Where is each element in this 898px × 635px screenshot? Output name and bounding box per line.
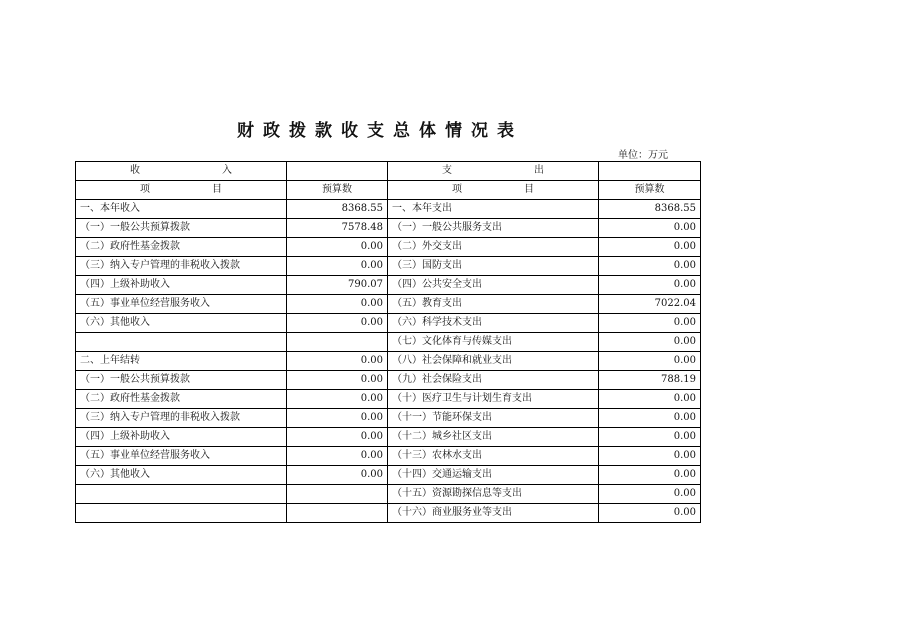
expense-item-cell: （十）医疗卫生与计划生育支出 <box>388 390 599 409</box>
income-item-cell: （二）政府性基金拨款 <box>76 238 287 257</box>
expense-header <box>388 162 599 181</box>
table-row <box>76 409 701 428</box>
income-item-cell: （二）政府性基金拨款 <box>76 390 287 409</box>
expense-item-header <box>388 181 599 200</box>
income-item-header <box>76 181 287 200</box>
income-item-cell: 二、上年结转 <box>76 352 287 371</box>
income-header-right: 入 <box>222 165 232 176</box>
income-header <box>76 162 287 181</box>
expense-item-cell: （十二）城乡社区支出 <box>388 428 599 447</box>
expense-value-cell: 0.00 <box>599 447 701 466</box>
expense-item-cell: （三）国防支出 <box>388 257 599 276</box>
income-value-cell <box>287 333 388 352</box>
expense-item-cell: （七）文化体育与传媒支出 <box>388 333 599 352</box>
expense-value-cell: 0.00 <box>599 390 701 409</box>
expense-value-cell: 0.00 <box>599 219 701 238</box>
table-row <box>76 504 701 523</box>
income-value-cell: 0.00 <box>287 447 388 466</box>
expense-header-blank <box>599 162 701 181</box>
item-header-left: 项 <box>140 184 150 195</box>
table-row <box>76 295 701 314</box>
income-value-cell: 0.00 <box>287 238 388 257</box>
table-row <box>76 390 701 409</box>
expense-item-cell: （十一）节能环保支出 <box>388 409 599 428</box>
income-value-cell: 0.00 <box>287 371 388 390</box>
table-row <box>76 257 701 276</box>
expense-item-cell: （十四）交通运输支出 <box>388 466 599 485</box>
income-item-cell <box>76 333 287 352</box>
table-row <box>76 371 701 390</box>
income-value-cell: 0.00 <box>287 466 388 485</box>
table-row <box>76 200 701 219</box>
income-item-cell: （三）纳入专户管理的非税收入拨款 <box>76 409 287 428</box>
expense-item-cell: （五）教育支出 <box>388 295 599 314</box>
expense-item-cell: （一）一般公共服务支出 <box>388 219 599 238</box>
expense-value-cell: 0.00 <box>599 409 701 428</box>
expense-item-cell: （十五）资源勘探信息等支出 <box>388 485 599 504</box>
expense-value-cell: 0.00 <box>599 485 701 504</box>
income-value-cell: 0.00 <box>287 257 388 276</box>
header-row-income-expense <box>76 162 701 181</box>
income-value-cell: 0.00 <box>287 390 388 409</box>
expense-item-cell: （四）公共安全支出 <box>388 276 599 295</box>
income-item-cell: 一、本年收入 <box>76 200 287 219</box>
income-item-cell: （一）一般公共预算拨款 <box>76 371 287 390</box>
table-row <box>76 333 701 352</box>
expense-item-cell: （八）社会保障和就业支出 <box>388 352 599 371</box>
income-item-cell <box>76 504 287 523</box>
expense-value-cell: 8368.55 <box>599 200 701 219</box>
table-row <box>76 238 701 257</box>
expense-value-cell: 0.00 <box>599 428 701 447</box>
expense-value-cell: 0.00 <box>599 504 701 523</box>
expense-header-left: 支 <box>442 165 452 176</box>
income-value-cell: 0.00 <box>287 409 388 428</box>
item-header-right: 目 <box>524 184 534 195</box>
expense-value-cell: 0.00 <box>599 333 701 352</box>
expense-item-cell: （九）社会保险支出 <box>388 371 599 390</box>
expense-value-cell: 0.00 <box>599 466 701 485</box>
expense-item-cell: （十六）商业服务业等支出 <box>388 504 599 523</box>
item-header-left: 项 <box>452 184 462 195</box>
table-row <box>76 447 701 466</box>
table-row <box>76 466 701 485</box>
expense-budget-header: 预算数 <box>599 181 701 200</box>
income-item-cell: （四）上级补助收入 <box>76 428 287 447</box>
income-value-cell: 0.00 <box>287 314 388 333</box>
income-value-cell: 0.00 <box>287 295 388 314</box>
expense-item-cell: 一、本年支出 <box>388 200 599 219</box>
income-item-cell: （六）其他收入 <box>76 314 287 333</box>
table-row <box>76 314 701 333</box>
expense-item-cell: （六）科学技术支出 <box>388 314 599 333</box>
income-header-blank <box>287 162 388 181</box>
income-value-cell: 8368.55 <box>287 200 388 219</box>
item-header-right: 目 <box>212 184 222 195</box>
income-item-cell: （三）纳入专户管理的非税收入拨款 <box>76 257 287 276</box>
table-row <box>76 485 701 504</box>
income-value-cell: 0.00 <box>287 428 388 447</box>
page-title: 财政拨款收支总体情况表 <box>237 121 523 141</box>
income-value-cell: 0.00 <box>287 352 388 371</box>
income-item-cell: （五）事业单位经营服务收入 <box>76 447 287 466</box>
income-item-cell: （六）其他收入 <box>76 466 287 485</box>
income-item-cell <box>76 485 287 504</box>
income-item-cell: （四）上级补助收入 <box>76 276 287 295</box>
expense-value-cell: 0.00 <box>599 352 701 371</box>
income-budget-header: 预算数 <box>287 181 388 200</box>
income-value-cell <box>287 485 388 504</box>
income-item-cell: （一）一般公共预算拨款 <box>76 219 287 238</box>
expense-header-right: 出 <box>534 165 544 176</box>
finance-table <box>75 161 701 523</box>
table-row <box>76 428 701 447</box>
expense-item-cell: （二）外交支出 <box>388 238 599 257</box>
expense-value-cell: 7022.04 <box>599 295 701 314</box>
header-row-columns <box>76 181 701 200</box>
income-value-cell: 790.07 <box>287 276 388 295</box>
expense-value-cell: 0.00 <box>599 314 701 333</box>
table-row <box>76 219 701 238</box>
expense-value-cell: 0.00 <box>599 276 701 295</box>
income-value-cell <box>287 504 388 523</box>
table-row <box>76 352 701 371</box>
expense-value-cell: 788.19 <box>599 371 701 390</box>
table-row <box>76 276 701 295</box>
expense-item-cell: （十三）农林水支出 <box>388 447 599 466</box>
expense-value-cell: 0.00 <box>599 257 701 276</box>
income-item-cell: （五）事业单位经营服务收入 <box>76 295 287 314</box>
income-header-left: 收 <box>130 165 140 176</box>
unit-label: 单位：万元 <box>618 150 668 161</box>
expense-value-cell: 0.00 <box>599 238 701 257</box>
income-value-cell: 7578.48 <box>287 219 388 238</box>
